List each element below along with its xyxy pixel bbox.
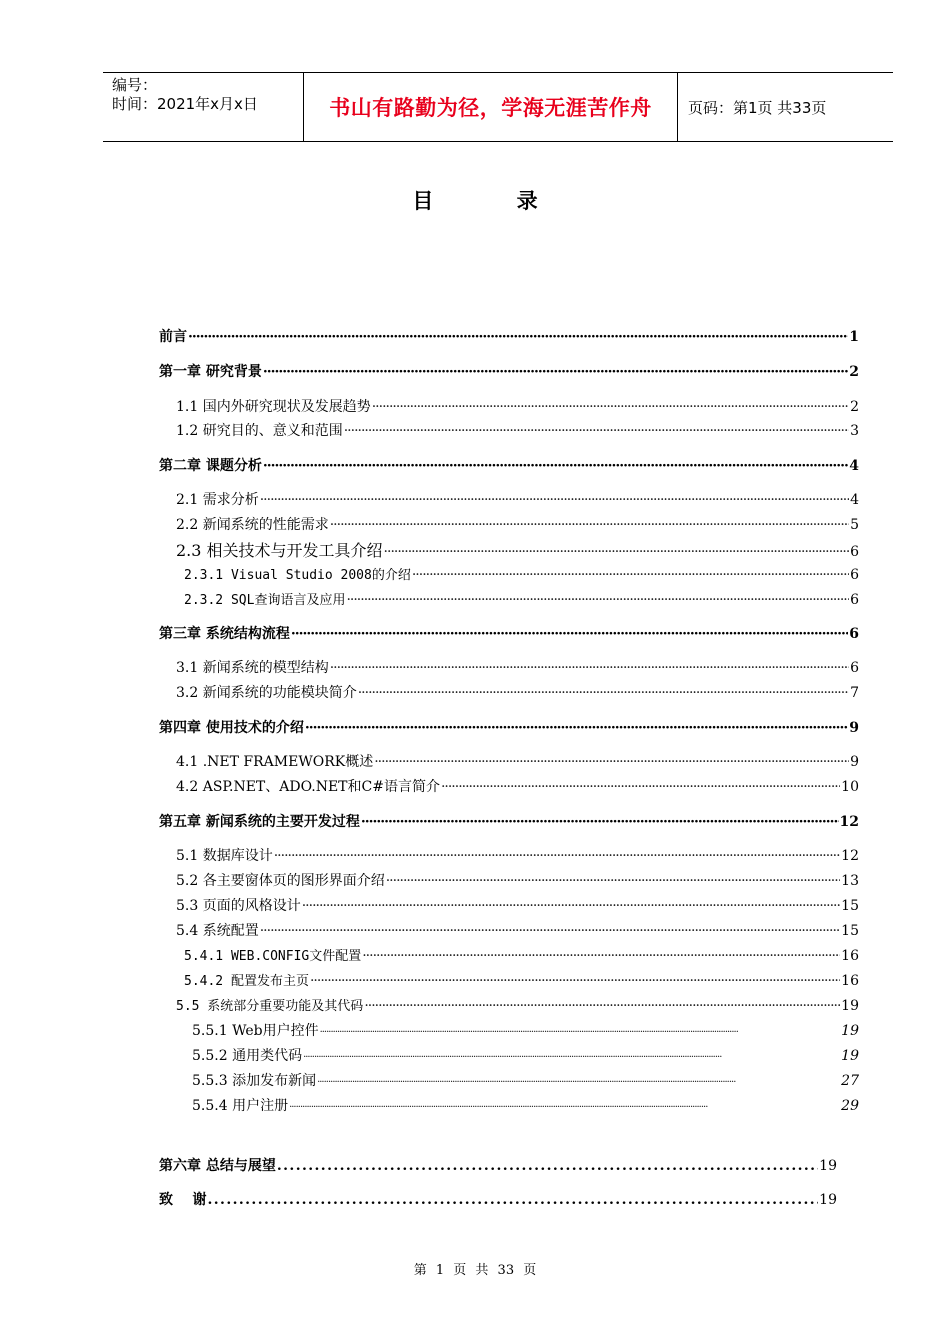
- document-number-label: 编号：: [112, 76, 158, 94]
- toc-leader: [384, 544, 850, 560]
- document-time-label: 时间：2021年x月x日: [112, 95, 258, 113]
- toc-leader: [291, 626, 848, 642]
- toc-entry-label: 5.2 各主要窗体页的图形界面介绍: [176, 873, 385, 889]
- toc-entry-label: 5.5.3 添加发布新闻: [192, 1073, 317, 1089]
- toc-entry-label: 5.4.2 配置发布主页: [184, 974, 309, 989]
- toc-entry[interactable]: [176, 538, 859, 561]
- toc-entry[interactable]: [159, 326, 859, 346]
- toc-entry-label: 第五章 新闻系统的主要开发过程: [159, 814, 360, 830]
- header-meta-cell: [103, 73, 304, 141]
- toc-entry-label: 2.3.1 Visual Studio 2008的介绍: [184, 568, 411, 583]
- toc-entry[interactable]: [192, 1020, 859, 1040]
- toc-entry[interactable]: [176, 489, 859, 509]
- toc-entry-page: 6: [850, 544, 859, 560]
- toc-entry-label: 2.3.2 SQL查询语言及应用: [184, 593, 346, 608]
- toc-leader: [372, 399, 849, 415]
- toc-entry-label: 2.3 相关技术与开发工具介绍: [176, 541, 383, 560]
- page-footer: 第 1 页 共 33 页: [413, 1263, 537, 1278]
- toc-entry[interactable]: [184, 564, 859, 583]
- toc-entry-page: 19: [841, 1023, 859, 1039]
- toc-entry[interactable]: [192, 1045, 859, 1065]
- toc-leader: [374, 754, 849, 770]
- toc-entry[interactable]: [184, 970, 859, 989]
- toc-leader: [260, 923, 840, 939]
- toc-entry-page: 13: [841, 873, 859, 889]
- toc-leader: [310, 973, 840, 989]
- toc-entry-page: 6: [850, 660, 859, 676]
- toc-entry[interactable]: [176, 514, 859, 534]
- toc-entry-page: 12: [839, 814, 859, 830]
- toc-leader: [302, 898, 840, 914]
- toc-leader: [441, 779, 840, 795]
- toc-leader: [320, 1027, 841, 1038]
- toc-leader: [358, 685, 849, 701]
- toc-entry-page: 5: [850, 517, 859, 533]
- toc-leader: [303, 1052, 840, 1063]
- toc-entry-label: 5.5.1 Web用户控件: [192, 1023, 319, 1039]
- toc-entry-page: 2: [850, 399, 859, 415]
- toc-entry-label: 5.5.4 用户注册: [192, 1098, 289, 1114]
- toc-leader: [346, 592, 849, 608]
- toc-entry[interactable]: [192, 1070, 859, 1090]
- toc-entry-label: 第三章 系统结构流程: [159, 626, 290, 642]
- toc-leader: [208, 1192, 819, 1208]
- toc-entry-label: 第二章 课题分析: [159, 458, 262, 474]
- toc-entry-page: 19: [819, 1158, 837, 1174]
- header-page-label: 页码：第1页 共33页: [688, 98, 827, 117]
- toc-entry-page: 6: [850, 592, 859, 608]
- toc-entry[interactable]: [176, 657, 859, 677]
- toc-leader: [386, 873, 840, 889]
- toc-entry[interactable]: [176, 920, 859, 940]
- toc-entry-label: 2.1 需求分析: [176, 492, 259, 508]
- toc-entry-page: 15: [841, 898, 859, 914]
- toc-entry-label: 3.2 新闻系统的功能模块简介: [176, 685, 357, 701]
- toc-entry[interactable]: [176, 845, 859, 865]
- document-header: [103, 72, 893, 142]
- toc-entry[interactable]: [159, 811, 859, 831]
- toc-entry[interactable]: [159, 1155, 837, 1175]
- toc-entry-page: 29: [841, 1098, 859, 1114]
- toc-entry[interactable]: [176, 870, 859, 890]
- toc-entry-page: 9: [850, 754, 859, 770]
- toc-entry[interactable]: [184, 945, 859, 964]
- toc-entry-page: 16: [841, 973, 859, 989]
- toc-entry[interactable]: [159, 623, 859, 643]
- toc-entry-label: 1.1 国内外研究现状及发展趋势: [176, 399, 371, 415]
- toc-entry-page: 6: [850, 567, 859, 583]
- toc-entry[interactable]: [176, 751, 859, 771]
- toc-leader: [277, 1158, 818, 1174]
- toc-entry[interactable]: [184, 589, 859, 608]
- toc-leader: [188, 329, 848, 345]
- toc-entry-page: 1: [849, 329, 859, 345]
- toc-entry-page: 16: [841, 948, 859, 964]
- toc-entry-page: 4: [850, 492, 859, 508]
- toc-entry-label: 5.4 系统配置: [176, 923, 259, 939]
- toc-leader: [263, 458, 848, 474]
- toc-entry-page: 7: [850, 685, 859, 701]
- toc-entry[interactable]: [159, 717, 859, 737]
- toc-leader: [344, 423, 849, 439]
- toc-entry-label: 第六章 总结与展望: [159, 1158, 276, 1174]
- toc-entry[interactable]: [159, 361, 859, 381]
- toc-entry-label: 1.2 研究目的、意义和范围: [176, 423, 343, 439]
- toc-entry-page: 15: [841, 923, 859, 939]
- toc-entry-page: 2: [849, 364, 859, 380]
- toc-leader: [263, 364, 848, 380]
- toc-entry-page: 19: [819, 1192, 837, 1208]
- toc-entry-label: 5.3 页面的风格设计: [176, 898, 301, 914]
- header-motto: 书山有路勤为径，学海无涯苦作舟: [304, 73, 678, 141]
- toc-leader: [330, 660, 849, 676]
- toc-entry-label: 5.5.2 通用类代码: [192, 1048, 303, 1064]
- toc-leader: [362, 948, 840, 964]
- toc-title: 目 录: [412, 188, 576, 213]
- toc-entry[interactable]: [176, 995, 859, 1014]
- toc-entry-page: 9: [849, 720, 859, 736]
- toc-entry[interactable]: [176, 776, 859, 796]
- toc-entry[interactable]: [176, 396, 859, 416]
- toc-entry-page: 12: [841, 848, 859, 864]
- toc-entry-page: 27: [841, 1073, 859, 1089]
- toc-leader: [274, 848, 840, 864]
- toc-entry-page: 4: [849, 458, 859, 474]
- toc-entry-label: 第一章 研究背景: [159, 364, 262, 380]
- toc-entry-page: 10: [841, 779, 859, 795]
- toc-entry-label: 前言: [159, 329, 187, 345]
- toc-leader: [289, 1102, 840, 1113]
- toc-entry-label: 5.4.1 WEB.CONFIG文件配置: [184, 949, 362, 964]
- toc-leader: [361, 814, 839, 830]
- toc-entry[interactable]: [192, 1095, 859, 1115]
- toc-leader: [317, 1077, 840, 1088]
- toc-entry-label: 致 谢: [159, 1192, 207, 1208]
- toc-entry[interactable]: [176, 682, 859, 702]
- toc-entry[interactable]: [176, 895, 859, 915]
- toc-entry[interactable]: [159, 455, 859, 475]
- toc-entry-page: 6: [849, 626, 859, 642]
- toc-entry-label: 4.2 ASP.NET、ADO.NET和C#语言简介: [176, 779, 440, 795]
- toc-entry[interactable]: [176, 420, 859, 440]
- toc-entry-label: 3.1 新闻系统的模型结构: [176, 660, 329, 676]
- toc-leader: [330, 517, 849, 533]
- toc-leader: [364, 998, 840, 1014]
- toc-entry-label: 5.5 系统部分重要功能及其代码: [176, 999, 364, 1014]
- toc-entry-label: 4.1 .NET FRAMEWORK概述: [176, 754, 374, 770]
- toc-leader: [260, 492, 849, 508]
- toc-leader: [305, 720, 848, 736]
- toc-entry-label: 2.2 新闻系统的性能需求: [176, 517, 329, 533]
- toc-entry-page: 3: [850, 423, 859, 439]
- toc-entry-page: 19: [841, 1048, 859, 1064]
- toc-leader: [412, 567, 849, 583]
- toc-entry-label: 5.1 数据库设计: [176, 848, 273, 864]
- toc-entry-page: 19: [841, 998, 859, 1014]
- toc-entry-label: 第四章 使用技术的介绍: [159, 720, 304, 736]
- toc-entry[interactable]: [159, 1189, 837, 1209]
